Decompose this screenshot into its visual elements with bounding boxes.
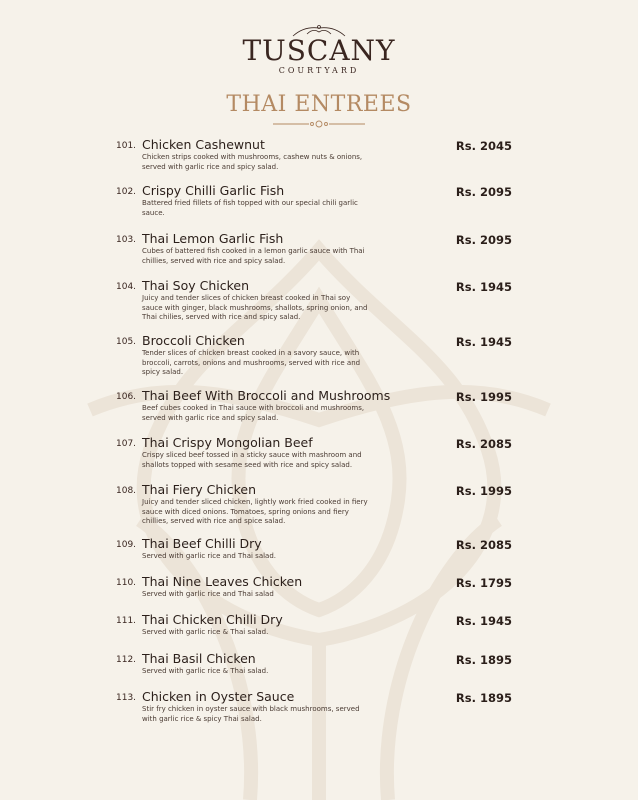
section-title: THAI ENTREES [226,92,412,117]
title-divider-icon [269,118,369,130]
item-name: Thai Beef Chilli Dry [142,536,262,551]
item-price: Rs. 2095 [455,233,512,247]
item-number: 104. [116,282,137,292]
item-name: Thai Soy Chicken [142,278,250,293]
item-description: Served with garlic rice & Thai salad. [142,628,269,636]
item-description: Tender slices of chicken breast cooked in a savory sauce, with broccoli, carrots, onions and mushrooms, served with rice and spicy salad. [142,349,361,376]
item-description: Served with garlic rice and Thai salad [142,590,274,598]
item-price: Rs. 1795 [455,576,512,590]
item-name: Broccoli Chicken [142,333,245,348]
item-name: Thai Fiery Chicken [142,482,257,497]
item-number: 110. [116,578,137,588]
item-price: Rs. 1945 [455,335,512,349]
item-price: Rs. 2045 [455,139,512,153]
item-name: Thai Beef With Broccoli and Mushrooms [142,388,391,403]
item-name: Thai Nine Leaves Chicken [142,574,303,589]
item-number: 106. [116,392,137,402]
item-description: Served with garlic rice & Thai salad. [142,667,269,675]
item-description: Cubes of battered fish cooked in a lemon garlic sauce with Thai chillies, served with rice and spicy salad. [142,247,365,265]
item-name: Thai Basil Chicken [142,651,256,666]
item-name: Thai Crispy Mongolian Beef [142,435,313,450]
item-price: Rs. 1995 [455,484,512,498]
logo [0,24,638,75]
item-name: Chicken in Oyster Sauce [142,689,295,704]
item-price: Rs. 2095 [455,185,512,199]
item-description: Chicken strips cooked with mushrooms, cashew nuts & onions, served with garlic rice and spicy salad. [142,153,363,171]
item-name: Thai Chicken Chilli Dry [142,612,283,627]
item-number: 101. [116,141,137,151]
item-number: 102. [116,187,137,197]
item-description: Juicy and tender slices of chicken breast cooked in Thai soy sauce with ginger, black mushrooms, shallots, spring onion, and Thai chilies, served with rice and spicy salad. [142,294,368,321]
item-number: 105. [116,337,137,347]
item-price: Rs. 1895 [455,653,512,667]
item-price: Rs. 1995 [455,390,512,404]
item-description: Beef cubes cooked in Thai sauce with broccoli and mushrooms, served with garlic rice and spicy salad. [142,404,365,422]
item-price: Rs. 1945 [455,614,512,628]
item-description: Stir fry chicken in oyster sauce with black mushrooms, served with garlic rice & spicy Thai salad. [142,705,360,723]
item-number: 103. [116,235,137,245]
item-description: Served with garlic rice and Thai salad. [142,552,277,560]
item-description: Juicy and tender sliced chicken, lightly work fried cooked in fiery sauce with diced onions. Tomatoes, spring onions and fiery chillies, served with rice and spice salad. [142,498,368,525]
item-name: Thai Lemon Garlic Fish [142,231,284,246]
item-number: 109. [116,540,137,550]
item-name: Chicken Cashewnut [142,137,265,152]
item-price: Rs. 2085 [455,437,512,451]
item-description: Crispy sliced beef tossed in a sticky sauce with mashroom and shallots topped with sesame seed with rice and spicy salad. [142,451,362,469]
item-description: Battered fried fillets of fish topped with our special chili garlic sauce. [142,199,358,217]
item-number: 108. [116,486,137,496]
item-name: Crispy Chilli Garlic Fish [142,183,285,198]
item-price: Rs. 1945 [455,280,512,294]
item-price: Rs. 1895 [455,691,512,705]
logo-name: TUSCANY [242,34,396,67]
logo-subtitle: COURTYARD [278,66,360,75]
item-number: 113. [116,693,137,703]
item-number: 107. [116,439,137,449]
item-number: 112. [116,655,137,665]
item-number: 111. [116,616,137,626]
item-price: Rs. 2085 [455,538,512,552]
